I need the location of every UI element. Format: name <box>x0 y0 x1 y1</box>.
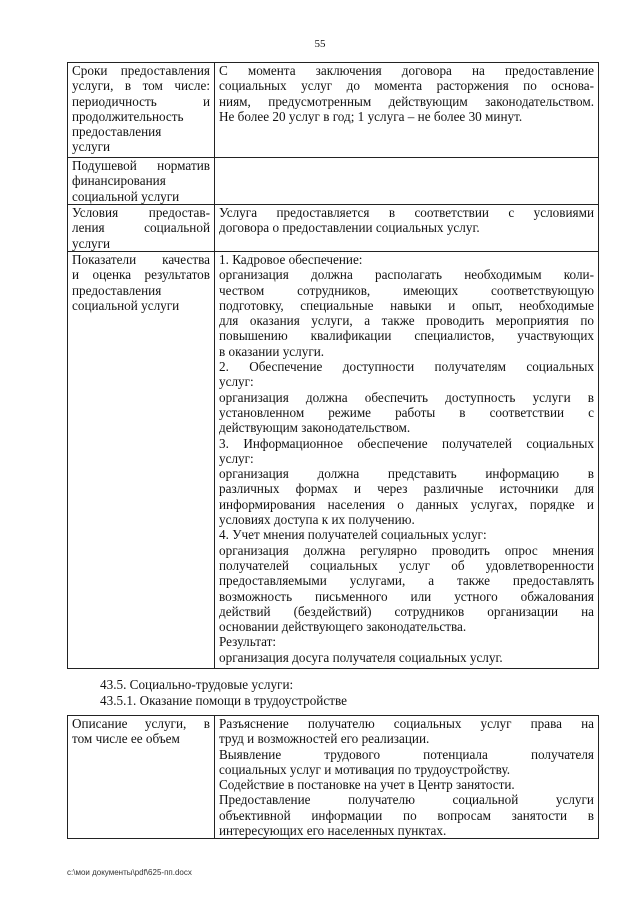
value-line: С момента заключения договора на предоставление <box>219 63 594 78</box>
value-line: чеством сотрудников, имеющих соответствующую <box>219 282 594 298</box>
value-line: Содействие в постановке на учет в Центр занятости. <box>219 777 515 793</box>
value-line: Разъяснение получателю социальных услуг права на <box>219 716 594 731</box>
value-line: организация досуга получателя социальных услуг. <box>219 649 503 665</box>
row-value-cell <box>215 252 599 669</box>
value-line: в оказании услуги. <box>219 343 325 359</box>
row-label-cell <box>68 205 215 252</box>
label-line: продолжительность <box>72 108 184 124</box>
label-line: Подушевой норматив <box>72 158 210 173</box>
value-paragraph <box>219 436 594 467</box>
label-line: ления социальной <box>72 220 210 236</box>
row-value-cell <box>215 63 599 158</box>
label-line: Описание услуги, в <box>72 716 210 731</box>
value-line: социальных услуг до момента расторжения по основа- <box>219 78 594 94</box>
value-paragraph <box>219 267 594 359</box>
value-line: действующим законодательством. <box>219 420 411 436</box>
value-line: ниям, предусмотренным действующим законодательством. <box>219 93 594 109</box>
label-line: и оценка результатов <box>72 267 210 283</box>
value-line: социальных услуг и мотивация по трудоустройству. <box>219 761 511 777</box>
value-line: объективной информации по вопросам занятости в <box>219 807 594 823</box>
services-table-body <box>68 63 599 669</box>
value-paragraph <box>219 792 594 838</box>
label-line: социальной услуги <box>72 297 180 313</box>
value-line: услуг: <box>219 450 254 466</box>
value-paragraph <box>219 252 594 267</box>
label-line: Показатели качества <box>72 252 210 267</box>
value-line: действий (бездействий) сотрудников организации на <box>219 603 594 619</box>
section-heading-social-labor: 43.5. Социально-трудовые услуги: <box>100 677 294 692</box>
value-line: Предоставление получателю социальной услуги <box>219 792 594 808</box>
employment-table-body <box>68 716 599 839</box>
label-line: Сроки предоставления <box>72 63 210 78</box>
value-paragraph <box>219 634 594 649</box>
row-value-cell <box>215 158 599 205</box>
table-row <box>68 716 599 839</box>
services-table <box>67 62 599 669</box>
value-line: подготовку, специальные навыки и опыт, необходимые <box>219 297 594 313</box>
value-line: интересующих его населенных пунктах. <box>219 823 447 839</box>
row-value-cell <box>215 205 599 252</box>
label-line: услуги, в том числе: <box>72 78 210 94</box>
value-line: 1. Кадровое обеспечение: <box>219 252 363 267</box>
label-line: том числе ее объем <box>72 731 180 747</box>
value-line: основании действующего законодательства. <box>219 619 467 635</box>
value-line: договора о предоставлении социальных услуг. <box>219 220 480 236</box>
label-line: Условия предостав- <box>72 205 210 220</box>
row-value-cell <box>215 716 599 839</box>
value-line: труд и возможностей его реализации. <box>219 731 430 747</box>
value-line: 4. Учет мнения получателей социальных услуг: <box>219 527 487 543</box>
section-heading-employment-help: 43.5.1. Оказание помощи в трудоустройстве <box>100 693 347 708</box>
value-line: организация должна регулярно проводить опрос мнения <box>219 542 594 558</box>
table-row <box>68 63 599 158</box>
value-line: информирования населения о данных услугах, порядке и <box>219 496 594 512</box>
label-line: социальной услуги <box>72 188 180 204</box>
value-paragraph <box>219 63 594 124</box>
value-line: Результат: <box>219 634 277 650</box>
value-line: для оказания услуги, а также проводить мероприятия по <box>219 313 594 329</box>
value-paragraph <box>219 390 594 436</box>
label-line: услуги <box>72 139 111 155</box>
row-label-cell <box>68 716 215 839</box>
page-number: 55 <box>314 38 326 50</box>
value-paragraph <box>219 527 594 542</box>
value-line: Не более 20 услуг в год; 1 услуга – не более 30 минут. <box>219 108 523 124</box>
label-line: предоставления <box>72 282 162 298</box>
value-line: получателей социальных услуг об удовлетворенности <box>219 557 594 573</box>
row-label-cell <box>68 158 215 205</box>
value-line: организация должна обеспечить доступность услуги в <box>219 389 594 405</box>
value-paragraph <box>219 359 594 390</box>
value-paragraph <box>219 650 594 665</box>
file-path-footer: c:\мои документы\pdf\625-пп.docx <box>67 868 192 877</box>
label-line: финансирования <box>72 173 166 189</box>
label-line: услуги <box>72 235 111 251</box>
value-paragraph <box>219 777 594 792</box>
value-paragraph <box>219 466 594 527</box>
label-line: предоставления <box>72 124 162 140</box>
value-line: 3. Информационное обеспечение получателей социальных <box>219 435 594 451</box>
value-line: услуг: <box>219 374 254 390</box>
row-label-cell <box>68 63 215 158</box>
value-line: возможность письменного или устного обжалования <box>219 588 594 604</box>
table-row <box>68 205 599 252</box>
value-line: Выявление трудового потенциала получателя <box>219 746 594 762</box>
value-line: 2. Обеспечение доступности получателям социальных <box>219 359 594 375</box>
table-row <box>68 252 599 669</box>
value-paragraph <box>219 747 594 778</box>
row-label-cell <box>68 252 215 669</box>
value-line: различных формах и через различные источники для <box>219 481 594 497</box>
employment-table <box>67 715 599 839</box>
value-line: организация должна представить информацию в <box>219 466 594 482</box>
value-paragraph <box>219 205 594 236</box>
value-line: повышению квалификации специалистов, участвующих <box>219 328 594 344</box>
table-row <box>68 158 599 205</box>
value-line: условиях доступа к их получению. <box>219 512 415 528</box>
label-line: периодичность и <box>72 93 210 109</box>
value-line: установленном режиме работы в соответствии с <box>219 404 594 420</box>
value-line: предоставляемыми услугами, а также предоставлять <box>219 573 594 589</box>
value-paragraph <box>219 716 594 747</box>
value-line: организация должна располагать необходимым коли- <box>219 267 594 283</box>
value-line: Услуга предоставляется в соответствии с условиями <box>219 205 594 220</box>
value-paragraph <box>219 543 594 635</box>
